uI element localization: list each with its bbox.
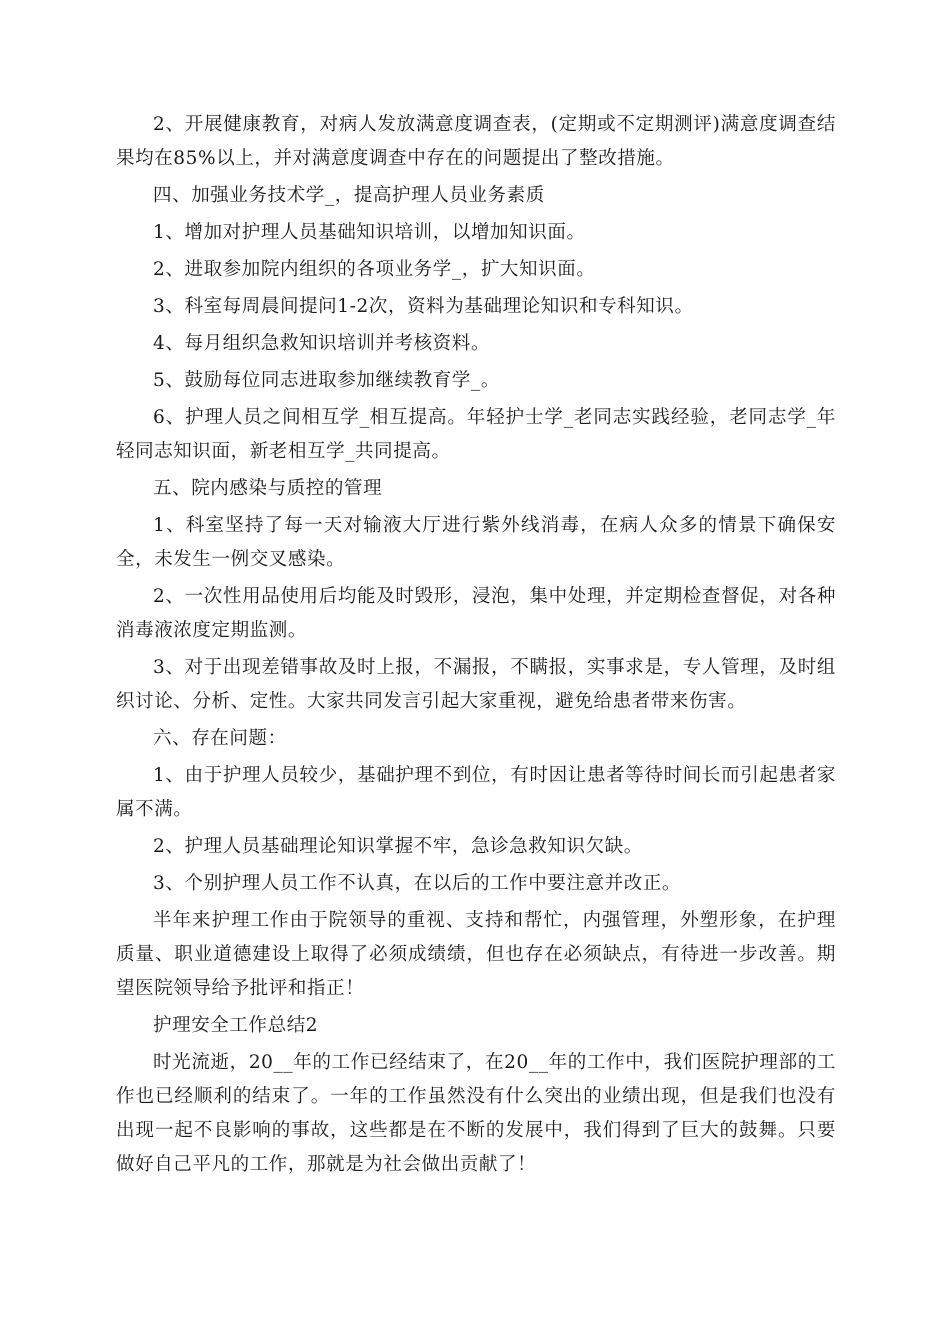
paragraph-summary: 半年来护理工作由于院领导的重视、支持和帮忙，内强管理，外塑形象，在护理质量、职业道德建设上取得了必须成绩绩，但也存在必须缺点，有待进一步改善。期望医院领导给予批评和指正！ [116, 910, 836, 999]
list-item: 4、每月组织急救知识培训并考核资料。 [153, 333, 491, 354]
document-body [116, 108, 836, 1185]
paragraph-intro: 时光流逝，20__年的工作已经结束了，在20__年的工作中，我们医院护理部的工作也已经顺利的结束了。一年的工作虽然没有什么突出的业绩出现，但是我们也没有出现一起不良影响的事故，这些都是在不断的发展中，我们得到了巨大的鼓舞。只要做好自己平凡的工作，那就是为社会做出贡献了！ [116, 1052, 836, 1175]
list-item: 6、护理人员之间相互学_相互提高。年轻护士学_老同志实践经验，老同志学_年轻同志知识面，新老相互学_共同提高。 [116, 407, 836, 462]
list-item: 3、对于出现差错事故及时上报，不漏报，不瞒报，实事求是，专人管理，及时组织讨论、分析、定性。大家共同发言引起大家重视，避免给患者带来伤害。 [116, 657, 836, 712]
list-item: 2、一次性用品使用后均能及时毁形，浸泡，集中处理，并定期检查督促，对各种消毒液浓度定期监测。 [116, 586, 836, 641]
list-item: 3、科室每周晨间提问1-2次，资料为基础理论知识和专科知识。 [153, 296, 694, 317]
list-item: 1、增加对护理人员基础知识培训，以增加知识面。 [153, 222, 586, 243]
paragraph-satisfaction-survey: 2、开展健康教育，对病人发放满意度调查表，(定期或不定期测评)满意度调查结果均在85%以上，并对满意度调查中存在的问题提出了整改措施。 [116, 114, 836, 169]
section-title-summary-2: 护理安全工作总结2 [153, 1015, 319, 1036]
list-item: 2、进取参加院内组织的各项业务学_，扩大知识面。 [153, 259, 596, 280]
list-item: 3、个别护理人员工作不认真，在以后的工作中要注意并改正。 [153, 873, 682, 894]
heading-section-five: 五、院内感染与质控的管理 [153, 478, 383, 499]
list-item: 5、鼓励每位同志进取参加继续教育学_。 [153, 370, 500, 391]
list-item: 2、护理人员基础理论知识掌握不牢，急诊急救知识欠缺。 [153, 836, 643, 857]
heading-section-four: 四、加强业务技术学_，提高护理人员业务素质 [153, 185, 545, 206]
heading-section-six: 六、存在问题： [153, 728, 287, 749]
list-item: 1、由于护理人员较少，基础护理不到位，有时因让患者等待时间长而引起患者家属不满。 [116, 765, 836, 820]
list-item: 1、科室坚持了每一天对输液大厅进行紫外线消毒，在病人众多的情景下确保安全，未发生一例交叉感染。 [116, 515, 836, 570]
